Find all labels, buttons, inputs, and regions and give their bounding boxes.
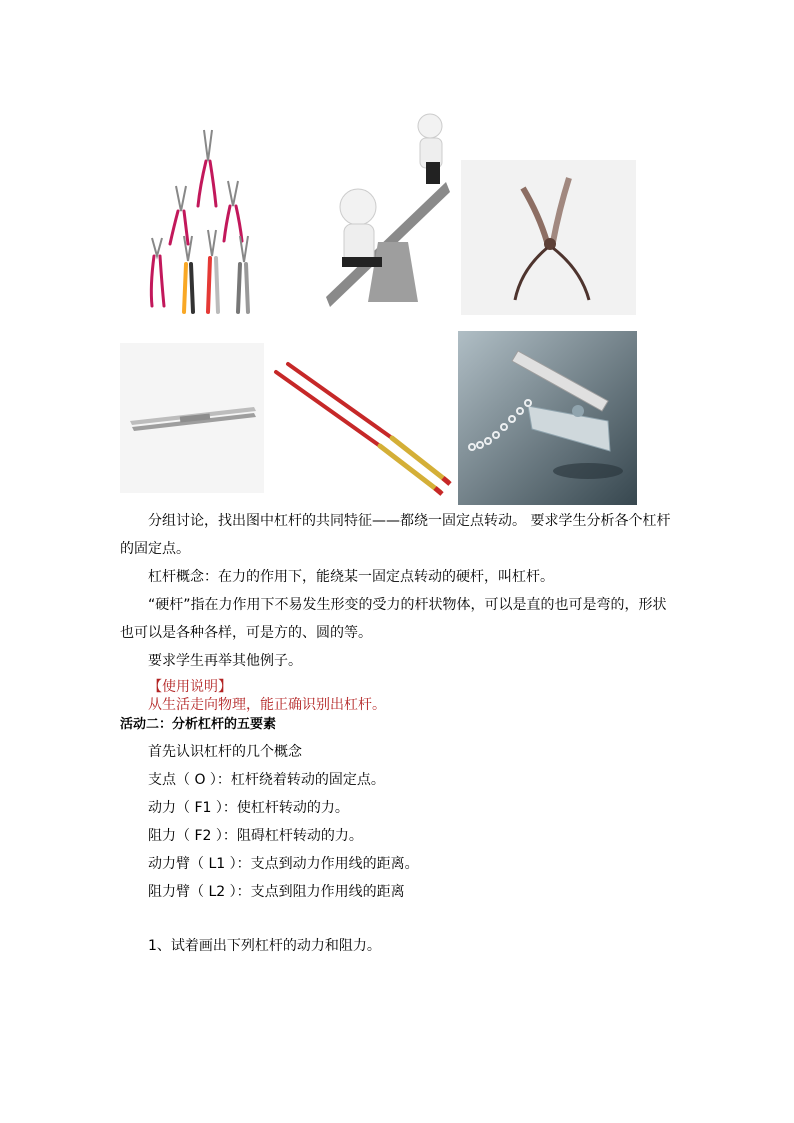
seesaw-image bbox=[318, 112, 450, 312]
usage-text: 从生活走向物理，能正确识别出杠杆。 bbox=[148, 697, 386, 713]
fulcrum-definition: 支点（ O ）：杠杆绕着转动的固定点。 bbox=[148, 772, 385, 788]
rigid-rod-line-1: “硬杆”指在力作用下不易发生形变的受力的杆状物体，可以是直的也可是弯的，形状 bbox=[148, 597, 667, 613]
pliers-image bbox=[140, 126, 256, 316]
scissors-image bbox=[461, 160, 636, 315]
tweezers-image bbox=[120, 343, 264, 493]
rigid-rod-line-2: 也可以是各种各样，可是方的、圆的等。 bbox=[120, 625, 372, 641]
activity-title: 活动二：分析杠杆的五要素 bbox=[120, 717, 277, 732]
more-examples: 要求学生再举其他例子。 bbox=[148, 653, 302, 669]
exercise-1: 1、试着画出下列杠杆的动力和阻力。 bbox=[148, 938, 381, 954]
usage-title: 【使用说明】 bbox=[148, 679, 232, 695]
resistance-definition: 阻力（ F2 ）：阻碍杠杆转动的力。 bbox=[148, 828, 363, 844]
discussion-line-2: 的固定点。 bbox=[120, 541, 190, 557]
effort-arm-definition: 动力臂（ L1 ）：支点到动力作用线的距离。 bbox=[148, 856, 419, 872]
resistance-arm-definition: 阻力臂（ L2 ）：支点到阻力作用线的距离 bbox=[148, 884, 405, 900]
effort-definition: 动力（ F1 ）：使杠杆转动的力。 bbox=[148, 800, 349, 816]
concepts-intro: 首先认识杠杆的几个概念 bbox=[148, 744, 302, 760]
nail-clipper-image bbox=[458, 331, 637, 505]
lever-definition: 杠杆概念：在力的作用下，能绕某一固定点转动的硬杆，叫杠杆。 bbox=[148, 569, 554, 585]
discussion-line-1: 分组讨论，找出图中杠杆的共同特征——都绕一固定点转动。 要求学生分析各个杠杆 bbox=[148, 513, 671, 529]
chopsticks-image bbox=[270, 358, 452, 500]
